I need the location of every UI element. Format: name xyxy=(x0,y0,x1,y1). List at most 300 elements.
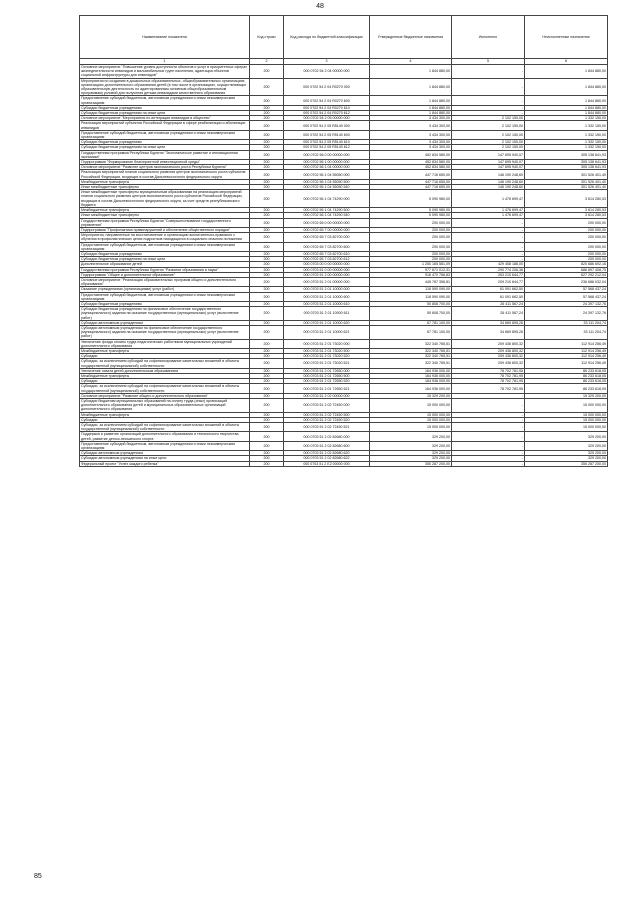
row-executed-cell: - xyxy=(452,417,525,422)
row-classification-code-cell: 000 0702 54 2 04 00000 000 xyxy=(284,65,370,79)
table-row xyxy=(80,96,608,105)
row-line-code-cell: 200 xyxy=(250,179,284,184)
row-approved-cell: 67 781 100,00 xyxy=(370,320,452,325)
row-approved-cell: 3 434 300,00 xyxy=(370,116,452,121)
row-executed-cell: - xyxy=(452,432,525,441)
row-unexecuted-cell: 86 233 618,05 xyxy=(525,368,608,373)
row-classification-code-cell: 000 0702 54 2 05 R5140 000 xyxy=(284,121,370,130)
row-approved-cell: 3 434 300,00 xyxy=(370,121,452,130)
row-executed-cell: 147 695 940,07 xyxy=(452,150,525,159)
row-unexecuted-cell: 627 292 212,04 xyxy=(525,272,608,277)
table-row xyxy=(80,384,608,393)
row-executed-cell: 209 436 800,32 xyxy=(452,354,525,359)
row-name-cell: Субсидии бюджетным учреждениям на иные цели xyxy=(80,111,250,116)
row-unexecuted-cell: 15 000 000,00 xyxy=(525,423,608,432)
row-line-code-cell: 200 xyxy=(250,379,284,384)
header-indicator-name: Наименование показателя xyxy=(80,16,250,59)
row-line-code-cell: 200 xyxy=(250,339,284,348)
row-unexecuted-cell: 200 000,00 xyxy=(525,227,608,232)
row-executed-cell: 209 436 800,32 xyxy=(452,359,525,368)
row-approved-cell: 322 340 765,51 xyxy=(370,354,452,359)
row-name-cell: Реализация мероприятий планов социального развития центров экономического роста субъектов Российской Федерации, входящих в состав Дальневосточного федерального округа xyxy=(80,170,250,179)
row-name-cell: Реализация мероприятий субъектов Российской Федерации в сфере реабилитации и абилитации инвалидов xyxy=(80,121,250,130)
row-executed-cell: 2 102 150,00 xyxy=(452,130,525,139)
row-unexecuted-cell: 1 332 150,00 xyxy=(525,121,608,130)
row-name-cell: Предоставление субсидий бюджетным, автономным учреждениям и иным некоммерческим организациям xyxy=(80,96,250,105)
row-approved-cell: 329 200,00 xyxy=(370,432,452,441)
row-line-code-cell: 200 xyxy=(250,145,284,150)
row-line-code-cell: 200 xyxy=(250,140,284,145)
row-approved-cell: 452 834 580,00 xyxy=(370,165,452,170)
row-line-code-cell: 200 xyxy=(250,399,284,413)
row-unexecuted-cell: 329 200,00 xyxy=(525,456,608,461)
row-name-cell: Субсидии, за исключением субсидий на софинансирование капитальных вложений в объекты государственной (муниципальной) собственности xyxy=(80,359,250,368)
row-line-code-cell: 200 xyxy=(250,417,284,422)
row-executed-cell: 26 411 567,24 xyxy=(452,301,525,306)
row-executed-cell: 146 190 248,60 xyxy=(452,170,525,179)
row-unexecuted-cell: 329 200,00 xyxy=(525,451,608,456)
row-approved-cell: 200 000,00 xyxy=(370,257,452,262)
row-name-cell: Межбюджетные трансферты xyxy=(80,374,250,379)
row-classification-code-cell: 000 0703 51 0 00 00000 000 xyxy=(284,267,370,272)
row-classification-code-cell: 000 0703 51 2 01 73020 521 xyxy=(284,359,370,368)
row-name-cell: Субсидии бюджетным учреждениям xyxy=(80,140,250,145)
row-unexecuted-cell: 112 914 256,49 xyxy=(525,359,608,368)
row-unexecuted-cell: 1 844 880,00 xyxy=(525,65,608,79)
row-unexecuted-cell: 86 233 618,05 xyxy=(525,374,608,379)
row-name-cell: Оказание учреждениями (организациями) услуг (работ) xyxy=(80,287,250,292)
row-executed-cell: - xyxy=(452,456,525,461)
row-executed-cell: - xyxy=(452,441,525,450)
row-line-code-cell: 200 xyxy=(250,65,284,79)
row-line-code-cell: 200 xyxy=(250,359,284,368)
row-classification-code-cell: 000 0703 51 2 01 10000 000 xyxy=(284,287,370,292)
column-number: 1 xyxy=(80,59,250,65)
row-executed-cell: 1 476 699,47 xyxy=(452,190,525,208)
row-unexecuted-cell: 112 914 256,49 xyxy=(525,348,608,353)
row-classification-code-cell: 000 0703 51 2 02 72450 500 xyxy=(284,412,370,417)
row-line-code-cell: 200 xyxy=(250,441,284,450)
row-unexecuted-cell: 112 914 256,49 xyxy=(525,354,608,359)
row-approved-cell: 200 000,00 xyxy=(370,233,452,242)
row-name-cell: Государственная программа Республики Бурятия "Развитие образования и науки" xyxy=(80,267,250,272)
row-line-code-cell: 200 xyxy=(250,96,284,105)
row-name-cell: Субсидии xyxy=(80,379,250,384)
row-executed-cell: - xyxy=(452,461,525,466)
row-executed-cell: 290 774 206,36 xyxy=(452,267,525,272)
row-name-cell: Субсидии xyxy=(80,354,250,359)
row-line-code-cell: 200 xyxy=(250,257,284,262)
row-classification-code-cell: 000 0702 56 1 04 55050 500 xyxy=(284,179,370,184)
column-number: 2 xyxy=(250,59,284,65)
row-line-code-cell: 200 xyxy=(250,267,284,272)
row-executed-cell: - xyxy=(452,227,525,232)
row-name-cell: Субсидии, за исключением субсидий на софинансирование капитальных вложений в объекты государственной (муниципальной) собственности xyxy=(80,384,250,393)
row-unexecuted-cell: 1 332 150,00 xyxy=(525,116,608,121)
row-unexecuted-cell: 301 526 401,40 xyxy=(525,179,608,184)
row-line-code-cell: 200 xyxy=(250,374,284,379)
row-unexecuted-cell: 1 844 880,00 xyxy=(525,111,608,116)
table-row xyxy=(80,233,608,242)
row-unexecuted-cell: 200 000,00 xyxy=(525,233,608,242)
header-line-code: Код строки xyxy=(250,16,284,59)
page-number: 48 xyxy=(316,3,324,10)
row-approved-cell: 200 000,00 xyxy=(370,242,452,251)
row-name-cell: Мероприятия, направленные на восстановление и организацию воспитательно-правового с обучения в профилактических целях подростков находящихся в социально опасном положении xyxy=(80,233,250,242)
row-classification-code-cell: 000 0703 51 2 01 10000 621 xyxy=(284,325,370,339)
row-line-code-cell: 200 xyxy=(250,105,284,110)
row-line-code-cell: 200 xyxy=(250,213,284,218)
row-name-cell: Субсидии бюджетным учреждениям на иные цели xyxy=(80,145,250,150)
row-classification-code-cell: 000 0703 51 2 01 72650 000 xyxy=(284,368,370,373)
table-row xyxy=(80,432,608,441)
row-line-code-cell: 200 xyxy=(250,307,284,321)
row-approved-cell: 3 434 300,00 xyxy=(370,130,452,139)
row-line-code-cell: 200 xyxy=(250,262,284,267)
row-executed-cell: 34 669 895,26 xyxy=(452,325,525,339)
row-line-code-cell: 200 xyxy=(250,325,284,339)
row-line-code-cell: 200 xyxy=(250,165,284,170)
table-row xyxy=(80,218,608,227)
row-executed-cell: 34 669 895,26 xyxy=(452,320,525,325)
row-approved-cell: 329 200,00 xyxy=(370,441,452,450)
row-approved-cell: 5 090 980,00 xyxy=(370,190,452,208)
row-approved-cell: 355 287 200,00 xyxy=(370,461,452,466)
row-unexecuted-cell: 1 844 880,00 xyxy=(525,105,608,110)
row-name-cell: Субсидии бюджетным учреждениям xyxy=(80,301,250,306)
row-line-code-cell: 200 xyxy=(250,348,284,353)
row-name-cell: Иные межбюджетные трансферты xyxy=(80,213,250,218)
table-row xyxy=(80,359,608,368)
row-unexecuted-cell: 686 897 408,75 xyxy=(525,267,608,272)
row-approved-cell: 164 936 000,00 xyxy=(370,379,452,384)
row-executed-cell: 146 190 248,60 xyxy=(452,179,525,184)
table-row xyxy=(80,242,608,251)
table-row xyxy=(80,130,608,139)
row-executed-cell: - xyxy=(452,105,525,110)
row-approved-cell: 916 470 766,83 xyxy=(370,272,452,277)
row-unexecuted-cell: 301 526 401,40 xyxy=(525,185,608,190)
column-number: 5 xyxy=(452,59,525,65)
row-unexecuted-cell: 86 233 618,05 xyxy=(525,384,608,393)
row-line-code-cell: 200 xyxy=(250,301,284,306)
row-unexecuted-cell: 301 526 401,40 xyxy=(525,170,608,179)
row-name-cell: Субсидии автономным учреждениям xyxy=(80,320,250,325)
row-unexecuted-cell: 305 138 641,93 xyxy=(525,160,608,165)
row-approved-cell: 118 590 090,00 xyxy=(370,292,452,301)
row-line-code-cell: 200 xyxy=(250,320,284,325)
row-executed-cell: 78 702 781,95 xyxy=(452,368,525,373)
row-unexecuted-cell: 33 111 204,74 xyxy=(525,325,608,339)
row-unexecuted-cell: 1 844 880,00 xyxy=(525,78,608,96)
row-name-cell: Поддержка и развитие организаций дополнительного образования и технического творчества детей, развитие детско-юношеского спорта xyxy=(80,432,250,441)
row-name-cell: Основное мероприятие "Реализация образовательных программ общего и дополнительного образования" xyxy=(80,277,250,286)
row-classification-code-cell: 000 0702 54 2 04 R0270 610 xyxy=(284,105,370,110)
row-classification-code-cell: 000 0702 54 2 05 00000 000 xyxy=(284,116,370,121)
row-classification-code-cell: 000 0703 51 2 01 10000 620 xyxy=(284,320,370,325)
row-classification-code-cell: 000 0703 51 2 02 82680 620 xyxy=(284,451,370,456)
table-body xyxy=(80,65,608,467)
row-classification-code-cell: 000 0703 51 2 01 73020 520 xyxy=(284,354,370,359)
table-row xyxy=(80,277,608,286)
row-line-code-cell: 200 xyxy=(250,78,284,96)
row-unexecuted-cell: 355 287 200,00 xyxy=(525,461,608,466)
row-approved-cell: 1 844 880,00 xyxy=(370,105,452,110)
table-row xyxy=(80,190,608,208)
row-approved-cell: 15 000 000,00 xyxy=(370,412,452,417)
table-row xyxy=(80,78,608,96)
row-classification-code-cell: 000 0703 51 2 02 72450 000 xyxy=(284,399,370,413)
row-line-code-cell: 200 xyxy=(250,160,284,165)
row-executed-cell: 209 436 800,32 xyxy=(452,348,525,353)
row-classification-code-cell: 000 0702 65 7 03 82700 612 xyxy=(284,257,370,262)
row-executed-cell: 263 210 644,77 xyxy=(452,272,525,277)
row-approved-cell: 1 844 880,00 xyxy=(370,65,452,79)
row-executed-cell: - xyxy=(452,218,525,227)
row-approved-cell: 164 936 000,00 xyxy=(370,384,452,393)
row-name-cell: Основное мероприятие "Развитие центров экономического роста Республики Бурятия" xyxy=(80,165,250,170)
row-executed-cell: 2 102 150,00 xyxy=(452,121,525,130)
row-unexecuted-cell: 3 614 280,53 xyxy=(525,190,608,208)
row-name-cell: Субсидии автономным учреждениям на финансовое обеспечение государственного (муниципального) задания на оказание государственных (муниципальных) услуг (выполнение работ) xyxy=(80,325,250,339)
table-row xyxy=(80,150,608,159)
row-name-cell: Мероприятия по созданию в дошкольных образовательных, общеобразовательных организациях, организациях дополнительного образования детей (в том числе в организациях, осуществляющих образовательную деятельность по адаптированным основным общеобразовательным программам) условий для получения детьми-инвалидами качественного образования xyxy=(80,78,250,96)
row-unexecuted-cell: 1 844 880,00 xyxy=(525,96,608,105)
row-name-cell: Предоставление субсидий бюджетным, автономным учреждениям и иным некоммерческим организациям xyxy=(80,441,250,450)
row-classification-code-cell: 000 0702 56 0 00 00000 000 xyxy=(284,150,370,159)
row-unexecuted-cell: 15 000 000,00 xyxy=(525,417,608,422)
row-approved-cell: 200 000,00 xyxy=(370,218,452,227)
row-name-cell: Дополнительное образование детей xyxy=(80,262,250,267)
row-classification-code-cell: 000 0703 51 2 01 72650 500 xyxy=(284,374,370,379)
row-classification-code-cell: 000 0702 56 1 00 00000 000 xyxy=(284,160,370,165)
row-name-cell: Государственная программа Республики Бурятия "Совершенствование государственного управления" xyxy=(80,218,250,227)
row-executed-cell: 209 436 800,32 xyxy=(452,339,525,348)
row-approved-cell: 445 787 356,81 xyxy=(370,277,452,286)
row-name-cell: Субсидии xyxy=(80,417,250,422)
header-approved-appropriations: Утвержденные бюджетные назначения xyxy=(370,16,452,59)
row-executed-cell: - xyxy=(452,251,525,256)
row-unexecuted-cell: 57 568 437,24 xyxy=(525,292,608,301)
row-line-code-cell: 200 xyxy=(250,190,284,208)
table-row xyxy=(80,121,608,130)
row-unexecuted-cell: 112 914 256,49 xyxy=(525,339,608,348)
row-name-cell: Иные межбюджетные трансферты муниципальным образованиям на реализацию мероприятий планов социального развития центров экономического роста субъектов Российской Федерации, входящих в состав Дальневосточного федерального округа, за счет средств республиканского бюджета xyxy=(80,190,250,208)
row-executed-cell: 61 091 662,50 xyxy=(452,287,525,292)
row-executed-cell: 147 695 940,07 xyxy=(452,165,525,170)
row-approved-cell: 447 716 650,00 xyxy=(370,170,452,179)
row-unexecuted-cell: 15 000 000,00 xyxy=(525,412,608,417)
row-approved-cell: 15 000 000,00 xyxy=(370,399,452,413)
row-name-cell: Увеличение фонда оплаты труда педагогических работников муниципальных учреждений дополнительного образования xyxy=(80,339,250,348)
row-approved-cell: 3 434 300,00 xyxy=(370,145,452,150)
row-executed-cell: 147 695 940,07 xyxy=(452,160,525,165)
row-name-cell: Увеличение охвата детей дополнительным образованием xyxy=(80,368,250,373)
row-executed-cell: 146 190 248,60 xyxy=(452,185,525,190)
row-line-code-cell: 200 xyxy=(250,218,284,227)
row-classification-code-cell: 000 0703 51 2 01 10000 600 xyxy=(284,292,370,301)
column-number: 4 xyxy=(370,59,452,65)
row-executed-cell: 78 702 781,95 xyxy=(452,384,525,393)
row-unexecuted-cell: 200 000,00 xyxy=(525,257,608,262)
row-approved-cell: 1 250 165 581,09 xyxy=(370,262,452,267)
row-executed-cell: 61 091 662,50 xyxy=(452,292,525,301)
table-row xyxy=(80,423,608,432)
column-number: 3 xyxy=(284,59,370,65)
row-line-code-cell: 200 xyxy=(250,277,284,286)
row-executed-cell: - xyxy=(452,423,525,432)
row-approved-cell: 322 340 765,51 xyxy=(370,348,452,353)
row-executed-cell: 2 102 150,00 xyxy=(452,116,525,121)
table-row xyxy=(80,65,608,79)
row-unexecuted-cell: 200 000,00 xyxy=(525,251,608,256)
row-name-cell: Предоставление субсидий бюджетным, автономным учреждениям и иным некоммерческим организациям xyxy=(80,130,250,139)
row-unexecuted-cell: 1 332 150,00 xyxy=(525,145,608,150)
table-row xyxy=(80,307,608,321)
row-line-code-cell: 200 xyxy=(250,354,284,359)
row-approved-cell: 118 590 090,00 xyxy=(370,287,452,292)
row-approved-cell: 200 000,00 xyxy=(370,251,452,256)
row-name-cell: Субсидии бюджетным учреждениям xyxy=(80,251,250,256)
row-unexecuted-cell: 86 233 618,05 xyxy=(525,379,608,384)
row-approved-cell: 322 340 765,51 xyxy=(370,339,452,348)
table-row xyxy=(80,441,608,450)
row-unexecuted-cell: 1 332 150,00 xyxy=(525,130,608,139)
row-line-code-cell: 200 xyxy=(250,242,284,251)
row-approved-cell: 5 090 980,00 xyxy=(370,213,452,218)
row-name-cell: Субсидии автономным учреждениям на иные цели xyxy=(80,456,250,461)
table-row xyxy=(80,399,608,413)
row-line-code-cell: 200 xyxy=(250,423,284,432)
row-unexecuted-cell: 24 397 132,76 xyxy=(525,301,608,306)
row-line-code-cell: 200 xyxy=(250,185,284,190)
row-name-cell: Межбюджетные трансферты xyxy=(80,179,250,184)
row-unexecuted-cell: 3 614 280,53 xyxy=(525,213,608,218)
row-approved-cell: 1 844 880,00 xyxy=(370,96,452,105)
row-unexecuted-cell: 820 686 692,16 xyxy=(525,262,608,267)
row-line-code-cell: 200 xyxy=(250,432,284,441)
row-executed-cell: - xyxy=(452,257,525,262)
row-unexecuted-cell: 200 000,00 xyxy=(525,218,608,227)
row-executed-cell: - xyxy=(452,78,525,96)
table-row xyxy=(80,339,608,348)
row-classification-code-cell: 000 0702 54 2 04 R0270 000 xyxy=(284,78,370,96)
row-classification-code-cell: 000 0702 54 2 05 R5140 610 xyxy=(284,140,370,145)
row-name-cell: Основное мероприятие "Мероприятия по интеграции инвалидов в общество" xyxy=(80,116,250,121)
row-line-code-cell: 200 xyxy=(250,292,284,301)
row-unexecuted-cell: 24 397 132,76 xyxy=(525,307,608,321)
row-line-code-cell: 200 xyxy=(250,368,284,373)
row-classification-code-cell: 000 0702 56 1 04 74290 500 xyxy=(284,208,370,213)
row-executed-cell: - xyxy=(452,96,525,105)
row-classification-code-cell: 000 0702 56 1 04 55050 540 xyxy=(284,185,370,190)
row-classification-code-cell: 000 0702 54 2 05 R5140 600 xyxy=(284,130,370,139)
row-approved-cell: 15 329 200,00 xyxy=(370,393,452,398)
row-approved-cell: 1 844 880,00 xyxy=(370,78,452,96)
row-unexecuted-cell: 15 000 000,00 xyxy=(525,399,608,413)
row-classification-code-cell: 000 0702 65 7 00 00000 000 xyxy=(284,227,370,232)
row-name-cell: Предоставление субсидий бюджетным, автономным учреждениям и иным некоммерческим организациям xyxy=(80,242,250,251)
row-name-cell: Подпрограмма "Формирование благоприятной инвестиционной среды" xyxy=(80,160,250,165)
row-name-cell: Субсидии бюджетным учреждениям на иные цели xyxy=(80,257,250,262)
row-classification-code-cell: 000 0703 51 2 00 00000 000 xyxy=(284,272,370,277)
row-classification-code-cell: 000 0702 56 1 04 55050 000 xyxy=(284,170,370,179)
row-line-code-cell: 200 xyxy=(250,121,284,130)
row-approved-cell: 5 090 980,00 xyxy=(370,208,452,213)
row-classification-code-cell: 000 0703 00 0 00 00000 000 xyxy=(284,262,370,267)
row-line-code-cell: 200 xyxy=(250,461,284,466)
row-classification-code-cell: 000 0702 65 7 03 82700 000 xyxy=(284,233,370,242)
row-executed-cell: 78 702 781,95 xyxy=(452,379,525,384)
row-executed-cell: - xyxy=(452,451,525,456)
row-approved-cell: 67 781 100,00 xyxy=(370,325,452,339)
row-classification-code-cell: 000 0703 51 2 02 00000 000 xyxy=(284,393,370,398)
row-classification-code-cell: 000 0703 51 2 01 73020 500 xyxy=(284,348,370,353)
row-name-cell: Подпрограмма "Профилактика правонарушений и обеспечение общественного порядка" xyxy=(80,227,250,232)
row-executed-cell: 209 210 644,77 xyxy=(452,277,525,286)
row-line-code-cell: 200 xyxy=(250,233,284,242)
row-classification-code-cell: 000 0702 56 1 04 00000 000 xyxy=(284,165,370,170)
row-executed-cell: 1 476 699,47 xyxy=(452,208,525,213)
row-line-code-cell: 200 xyxy=(250,116,284,121)
row-name-cell: Предоставление субсидий бюджетным, автономным учреждениям и иным некоммерческим организациям xyxy=(80,292,250,301)
row-executed-cell: 2 102 150,00 xyxy=(452,140,525,145)
row-classification-code-cell: 000 0703 51 2 02 82680 600 xyxy=(284,441,370,450)
table-row xyxy=(80,461,608,466)
row-line-code-cell: 200 xyxy=(250,384,284,393)
row-approved-cell: 1 844 880,00 xyxy=(370,111,452,116)
row-unexecuted-cell: 305 138 641,93 xyxy=(525,165,608,170)
row-line-code-cell: 200 xyxy=(250,393,284,398)
row-executed-cell: 2 102 150,00 xyxy=(452,145,525,150)
row-line-code-cell: 200 xyxy=(250,451,284,456)
row-line-code-cell: 200 xyxy=(250,150,284,159)
row-unexecuted-cell: 236 686 032,04 xyxy=(525,277,608,286)
row-approved-cell: 452 834 580,00 xyxy=(370,150,452,159)
row-classification-code-cell: 000 0703 51 2 02 72450 520 xyxy=(284,417,370,422)
row-unexecuted-cell: 33 111 204,74 xyxy=(525,320,608,325)
row-executed-cell: 1 476 699,47 xyxy=(452,213,525,218)
row-classification-code-cell: 000 0702 65 7 03 82700 600 xyxy=(284,242,370,251)
row-unexecuted-cell: 15 329 200,00 xyxy=(525,393,608,398)
row-executed-cell: - xyxy=(452,65,525,79)
row-approved-cell: 322 340 765,51 xyxy=(370,359,452,368)
row-name-cell: Иные межбюджетные трансферты xyxy=(80,185,250,190)
row-executed-cell: - xyxy=(452,399,525,413)
row-approved-cell: 164 936 000,00 xyxy=(370,374,452,379)
row-approved-cell: 977 671 012,31 xyxy=(370,267,452,272)
row-approved-cell: 15 000 000,00 xyxy=(370,417,452,422)
row-line-code-cell: 200 xyxy=(250,170,284,179)
row-classification-code-cell: 000 0703 51 2 02 82680 622 xyxy=(284,456,370,461)
row-unexecuted-cell: 1 332 150,00 xyxy=(525,140,608,145)
row-line-code-cell: 200 xyxy=(250,251,284,256)
row-line-code-cell: 200 xyxy=(250,272,284,277)
row-name-cell: Межбюджетные трансферты xyxy=(80,412,250,417)
row-classification-code-cell: 000 0703 51 2 01 00000 000 xyxy=(284,277,370,286)
row-executed-cell: - xyxy=(452,233,525,242)
row-line-code-cell: 200 xyxy=(250,287,284,292)
row-approved-cell: 3 434 300,00 xyxy=(370,140,452,145)
row-unexecuted-cell: 329 200,00 xyxy=(525,432,608,441)
header-budget-classification-code: Код расхода по бюджетной классификации xyxy=(284,16,370,59)
header-unexecuted-appropriations: Неисполненные назначения xyxy=(525,16,608,59)
row-line-code-cell: 200 xyxy=(250,111,284,116)
row-approved-cell: 329 200,00 xyxy=(370,451,452,456)
row-classification-code-cell: 000 0702 56 1 04 74290 540 xyxy=(284,213,370,218)
row-name-cell: Субсидии, за исключением субсидий на софинансирование капитальных вложений в объекты государственной (муниципальной) собственности xyxy=(80,423,250,432)
row-line-code-cell: 200 xyxy=(250,227,284,232)
